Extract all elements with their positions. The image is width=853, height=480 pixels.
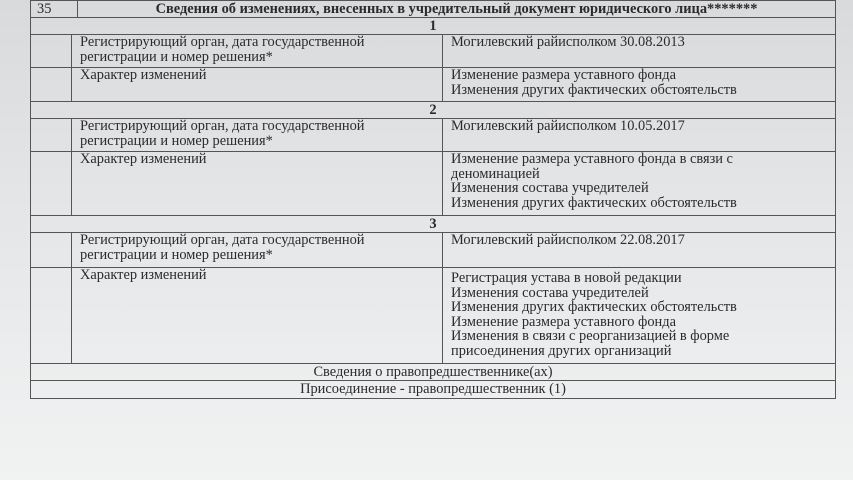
entry-index-row <box>31 18 835 35</box>
predecessor-header-row <box>31 364 835 381</box>
registration-label: Регистрирующий орган, дата государственной регистрации и номер решения* <box>71 233 442 267</box>
registration-row <box>31 35 835 68</box>
section-number: 35 <box>37 1 52 17</box>
changes-row <box>31 68 835 102</box>
registration-row <box>31 119 835 152</box>
registration-value: Могилевский райисполком 10.05.2017 <box>442 119 835 151</box>
registration-value: Могилевский райисполком 22.08.2017 <box>442 233 835 267</box>
document-table <box>30 0 836 399</box>
section-title: Сведения об изменениях, внесенных в учредительный документ юридического лица******* <box>77 1 835 17</box>
entry-index-row <box>31 216 835 233</box>
entry-index: 1 <box>429 18 437 34</box>
changes-label: Характер изменений <box>71 268 442 363</box>
changes-label: Характер изменений <box>71 152 442 215</box>
changes-row <box>31 152 835 216</box>
registration-row <box>31 233 835 268</box>
registration-label: Регистрирующий орган, дата государственной регистрации и номер решения* <box>71 35 442 67</box>
registration-label: Регистрирующий орган, дата государственной регистрации и номер решения* <box>71 119 442 151</box>
section-header-row <box>31 0 835 18</box>
predecessor-line: Присоединение - правопредшественник (1) <box>300 381 566 397</box>
entry-index: 2 <box>429 102 437 118</box>
registration-value: Могилевский райисполком 30.08.2013 <box>442 35 835 67</box>
predecessor-row <box>31 381 835 399</box>
predecessor-title: Сведения о правопредшественнике(ах) <box>313 364 553 380</box>
entry-index: 3 <box>429 216 437 232</box>
changes-value: Изменение размера уставного фонда Изменения других фактических обстоятельств <box>442 68 835 101</box>
changes-row <box>31 268 835 364</box>
changes-value: Регистрация устава в новой редакции Изменения состава учредителей Изменения других фактических обстоятельств Изменение размера уставного фонда Изменения в связи с реорганизацией в форме присоединения других организаций <box>442 268 835 363</box>
changes-value: Изменение размера уставного фонда в связи с деноминацией Изменения состава учредителей Изменения других фактических обстоятельств <box>442 152 835 215</box>
entry-index-row <box>31 102 835 119</box>
changes-label: Характер изменений <box>71 68 442 101</box>
